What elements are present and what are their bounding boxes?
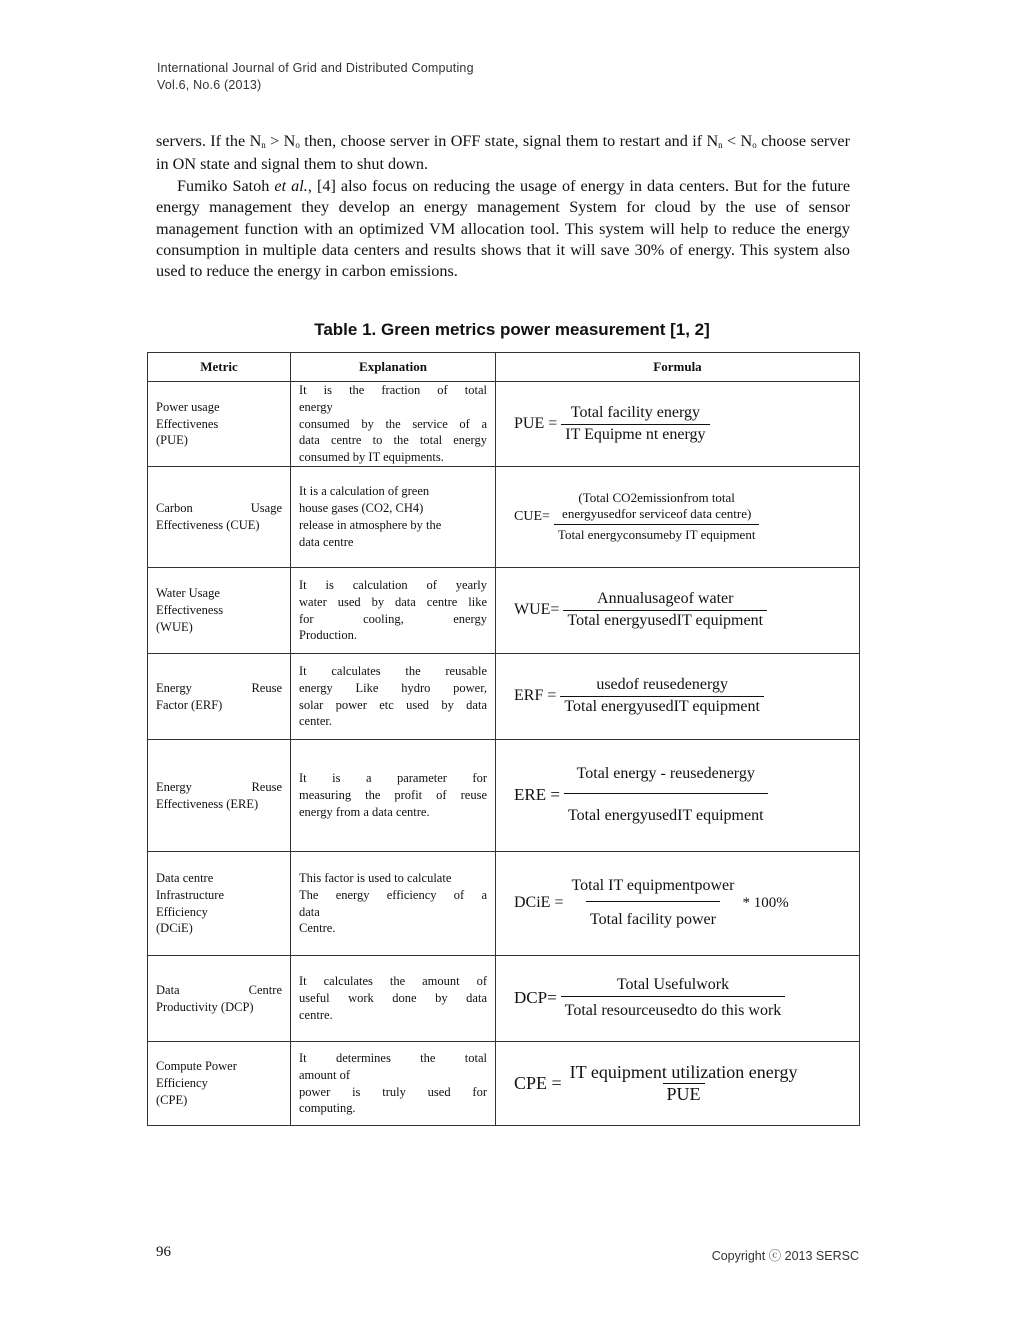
formula-lhs: WUE= bbox=[514, 601, 560, 619]
metric-line: Water Usage bbox=[156, 586, 220, 601]
formula-cell bbox=[496, 1042, 860, 1126]
p1-text-e: choose server in ON state and signal them to shut down. bbox=[156, 132, 850, 174]
explanation-line: It is calculation of yearly bbox=[299, 577, 487, 592]
metric-line: (DCiE) bbox=[156, 921, 193, 936]
explanation-line: measuring the profit of reuse bbox=[299, 788, 487, 803]
metric-line: Effectivenes bbox=[156, 416, 219, 431]
cue-formula bbox=[504, 490, 851, 544]
explanation-line: data bbox=[299, 904, 320, 919]
numerator: IT equipment utilization energy bbox=[569, 1062, 798, 1083]
fraction bbox=[566, 1064, 802, 1103]
journal-header bbox=[157, 60, 474, 94]
p1-sub-4: o bbox=[752, 140, 757, 150]
paragraph-2 bbox=[156, 176, 850, 283]
denominator: Total energyusedIT equipment bbox=[564, 793, 768, 825]
journal-volume: Vol.6, No.6 (2013) bbox=[157, 78, 262, 92]
explanation-line: It calculates the amount of bbox=[299, 974, 487, 989]
copyright-notice: Copyright ⓒ 2013 SERSC bbox=[711, 1249, 859, 1263]
metric-line: Efficiency bbox=[156, 904, 208, 919]
metric-line: (PUE) bbox=[156, 433, 188, 448]
denominator: IT Equipme nt energy bbox=[561, 424, 709, 444]
metrics-table bbox=[147, 352, 860, 1126]
table-row bbox=[148, 568, 860, 654]
formula-cell bbox=[496, 740, 860, 852]
table-row bbox=[148, 852, 860, 956]
explanation-cell bbox=[291, 467, 496, 568]
metric-line: Energy Reuse bbox=[156, 779, 282, 794]
formula-cell bbox=[496, 654, 860, 740]
formula-cell bbox=[496, 852, 860, 956]
formula-lhs: PUE = bbox=[514, 414, 558, 432]
denominator: PUE bbox=[663, 1083, 705, 1103]
explanation-line: It is a parameter for bbox=[299, 771, 487, 786]
explanation-cell bbox=[291, 382, 496, 467]
metric-line: Carbon Usage bbox=[156, 501, 282, 516]
explanation-line: Production. bbox=[299, 628, 357, 643]
metric-cell bbox=[148, 568, 291, 654]
explanation-line: useful work done by data bbox=[299, 991, 487, 1006]
denominator: Total resourceusedto do this work bbox=[561, 996, 786, 1020]
numerator-line: (Total CO2emissionfrom total bbox=[578, 490, 735, 506]
explanation-line: It determines the total bbox=[299, 1050, 487, 1065]
metric-line: Compute Power bbox=[156, 1059, 237, 1074]
explanation-cell bbox=[291, 654, 496, 740]
explanation-line: release in atmosphere by the bbox=[299, 518, 442, 532]
denominator: Total facility power bbox=[586, 901, 720, 929]
metric-cell bbox=[148, 852, 291, 956]
metric-line: Efficiency bbox=[156, 1076, 208, 1091]
fraction bbox=[564, 766, 768, 825]
explanation-line: It is the fraction of total bbox=[299, 383, 487, 397]
p1-text-b: > N bbox=[265, 132, 296, 150]
denominator: Total energyusedIT equipment bbox=[560, 696, 764, 716]
p1-text-c: then, choose server in OFF state, signal them to restart and if N bbox=[299, 132, 719, 150]
metric-line: Effectiveness bbox=[156, 603, 224, 618]
formula-cell bbox=[496, 956, 860, 1042]
explanation-cell bbox=[291, 956, 496, 1042]
table-row bbox=[148, 467, 860, 568]
header-explanation: Explanation bbox=[291, 353, 496, 382]
p1-text-a: servers. If the N bbox=[156, 132, 262, 150]
pue-formula bbox=[504, 405, 851, 444]
p2-text-a: Fumiko Satoh bbox=[177, 176, 275, 195]
explanation-line: for cooling, energy bbox=[299, 611, 487, 626]
explanation-cell bbox=[291, 852, 496, 956]
table-row bbox=[148, 1042, 860, 1126]
explanation-line: amount of bbox=[299, 1067, 351, 1082]
explanation-line: The energy efficiency of a bbox=[299, 887, 487, 902]
header-metric: Metric bbox=[148, 353, 291, 382]
formula-cell bbox=[496, 467, 860, 568]
p1-sub-2: o bbox=[295, 140, 300, 150]
paragraph-1 bbox=[156, 131, 850, 176]
explanation-cell bbox=[291, 568, 496, 654]
table-header-row bbox=[148, 353, 860, 382]
metric-cell bbox=[148, 382, 291, 467]
p2-etal: et al. bbox=[274, 176, 308, 195]
numerator-line: energyusedfor serviceof data centre) bbox=[562, 506, 752, 522]
explanation-line: center. bbox=[299, 714, 332, 729]
explanation-line: consumed by the service of a bbox=[299, 416, 487, 431]
explanation-line: data centre to the total energy bbox=[299, 433, 487, 448]
header-formula: Formula bbox=[496, 353, 860, 382]
formula-lhs: CPE = bbox=[514, 1073, 562, 1094]
fraction bbox=[561, 405, 709, 444]
journal-title: International Journal of Grid and Distributed Computing bbox=[157, 61, 474, 75]
metric-line: (CPE) bbox=[156, 1092, 188, 1107]
fraction bbox=[561, 977, 786, 1020]
body-text bbox=[156, 131, 850, 283]
metric-line: Infrastructure bbox=[156, 887, 225, 902]
metric-cell bbox=[148, 956, 291, 1042]
table-row bbox=[148, 956, 860, 1042]
metric-line: (WUE) bbox=[156, 619, 193, 634]
metric-line: Effectiveness (CUE) bbox=[156, 518, 260, 532]
table-caption: Table 1. Green metrics power measurement [1, 2] bbox=[314, 320, 710, 339]
metric-line: Data Centre bbox=[156, 982, 282, 997]
numerator: Total IT equipmentpower bbox=[571, 877, 735, 895]
denominator: Total energyconsumeby IT equipment bbox=[554, 524, 760, 544]
fraction bbox=[560, 677, 764, 716]
p2-text-b: , [4] also focus on reducing the usage of energy in data centers. But for the future energy management they develop an energy management System for cloud by the use of sensor management function with an optimized VM allocation tool. This system will help to reduce the energy consumption in multiple data centers and results shows that it will save 30% of energy. This system also used to reduce the energy in carbon emissions. bbox=[156, 176, 851, 281]
explanation-line: energy bbox=[299, 399, 333, 414]
numerator: Total energy - reusedenergy bbox=[576, 765, 755, 783]
explanation-line: It is a calculation of green bbox=[299, 484, 430, 499]
explanation-line: water used by data centre like bbox=[299, 594, 487, 609]
formula-multiplier: * 100% bbox=[742, 895, 789, 912]
explanation-line: house gases (CO2, CH4) bbox=[299, 501, 424, 516]
numerator: Annualusageof water bbox=[597, 590, 734, 608]
metric-line: Data centre bbox=[156, 870, 214, 885]
table-row bbox=[148, 382, 860, 467]
metric-cell bbox=[148, 740, 291, 852]
ere-formula bbox=[504, 766, 851, 825]
formula-lhs: DCP= bbox=[514, 988, 557, 1008]
explanation-line: energy Like hydro power, bbox=[299, 680, 487, 695]
explanation-line: computing. bbox=[299, 1101, 356, 1116]
explanation-line: data centre bbox=[299, 534, 354, 549]
numerator bbox=[558, 490, 755, 524]
formula-lhs: CUE= bbox=[514, 508, 550, 524]
p1-text-d: < N bbox=[722, 132, 753, 150]
dcie-formula bbox=[504, 878, 851, 929]
formula-lhs: ERE = bbox=[514, 785, 560, 805]
page-number: 96 bbox=[156, 1244, 171, 1260]
numerator: usedof reusedenergy bbox=[596, 676, 728, 694]
fraction bbox=[567, 878, 738, 929]
cpe-formula bbox=[504, 1064, 851, 1103]
numerator: Total facility energy bbox=[570, 403, 700, 421]
metric-line: Productivity (DCP) bbox=[156, 999, 254, 1014]
p1-sub-1: n bbox=[261, 140, 266, 150]
explanation-line: power is truly used for bbox=[299, 1084, 487, 1099]
formula-cell bbox=[496, 382, 860, 467]
metric-cell bbox=[148, 654, 291, 740]
formula-lhs: DCiE = bbox=[514, 894, 564, 912]
formula-lhs: ERF = bbox=[514, 687, 557, 705]
metric-line: Factor (ERF) bbox=[156, 697, 223, 712]
denominator: Total energyusedIT equipment bbox=[563, 610, 767, 630]
table-row bbox=[148, 654, 860, 740]
wue-formula bbox=[504, 591, 851, 630]
numerator: Total Usefulwork bbox=[616, 976, 730, 994]
explanation-line: energy from a data centre. bbox=[299, 804, 430, 819]
p1-sub-3: n bbox=[718, 140, 723, 150]
explanation-line: It calculates the reusable bbox=[299, 663, 487, 678]
explanation-line: Centre. bbox=[299, 921, 336, 936]
fraction bbox=[563, 591, 767, 630]
metric-line: Energy Reuse bbox=[156, 680, 282, 695]
formula-cell bbox=[496, 568, 860, 654]
metric-cell bbox=[148, 1042, 291, 1126]
explanation-cell bbox=[291, 1042, 496, 1126]
erf-formula bbox=[504, 677, 851, 716]
dcp-formula bbox=[504, 977, 851, 1020]
fraction bbox=[554, 490, 760, 544]
explanation-line: centre. bbox=[299, 1007, 333, 1022]
table-row bbox=[148, 740, 860, 852]
explanation-line: This factor is used to calculate bbox=[299, 870, 452, 885]
metric-line: Power usage bbox=[156, 399, 220, 414]
metric-line: Effectiveness (ERE) bbox=[156, 796, 259, 811]
explanation-line: solar power etc used by data bbox=[299, 697, 487, 712]
explanation-line: consumed by IT equipments. bbox=[299, 450, 444, 465]
metric-cell bbox=[148, 467, 291, 568]
explanation-cell bbox=[291, 740, 496, 852]
